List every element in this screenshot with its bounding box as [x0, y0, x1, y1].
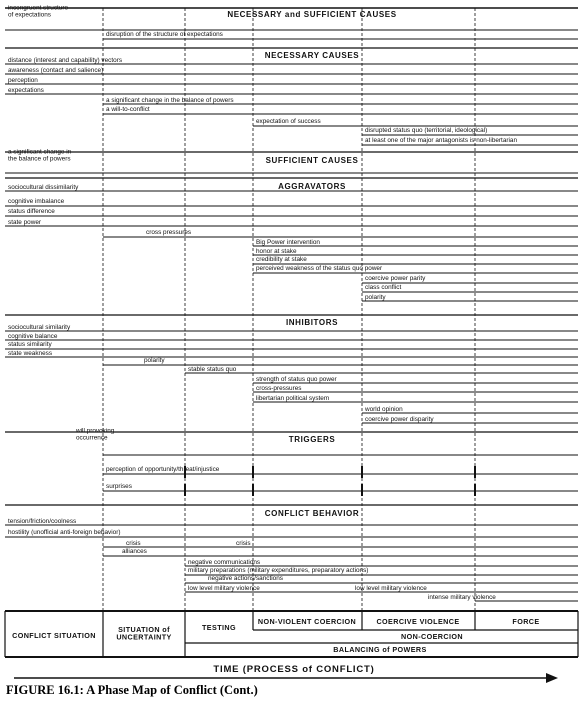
bar-label-19: credibility at stake [256, 256, 307, 263]
section-title-beh: CONFLICT BEHAVIOR [264, 509, 360, 518]
bar-label-41: crisis [236, 540, 251, 547]
time-axis-label: TIME (PROCESS of CONFLICT) [213, 664, 375, 675]
phase-conflict-situation: CONFLICT SITUATION [12, 631, 96, 640]
bar-label-40: crisis [126, 540, 141, 547]
bar-label-31: cross-pressures [256, 385, 302, 392]
bar-label-37: surprises [106, 483, 132, 490]
bar-label-39: hostility (unofficial anti-foreign behavior) [8, 529, 121, 536]
section-title-nec: NECESSARY CAUSES [264, 51, 360, 60]
bar-label-26: status similarity [8, 341, 52, 348]
bar-label-8: expectation of success [256, 118, 321, 125]
bar-label-47: low level military violence [355, 585, 427, 592]
section-title-inh: INHIBITORS [285, 318, 339, 327]
section-title-nec_suf: NECESSARY and SUFFICIENT CAUSES [227, 10, 397, 19]
phase-force: FORCE [512, 617, 540, 626]
bar-label-4: perception [8, 77, 38, 84]
phase-non-violent: NON-VIOLENT COERCION [257, 617, 357, 626]
bar-label-46: low level military violence [188, 585, 260, 592]
figure-caption: FIGURE 16.1: A Phase Map of Conflict (Cont.) [6, 683, 258, 697]
bar-label-21: coercive power parity [365, 275, 426, 282]
bar-label-11: a significant change in the balance of powers [8, 148, 72, 163]
bar-label-45: negative actions/sanctions [208, 575, 283, 582]
bar-label-29: stable status quo [188, 366, 237, 373]
bar-label-14: status difference [8, 208, 55, 215]
bar-label-36: perception of opportunity/threat/injustice [106, 466, 220, 473]
bar-label-34: coercive power disparity [365, 416, 434, 423]
bar-label-9: disrupted status quo (territorial, ideological) [365, 127, 488, 134]
bar-label-43: negative communications [188, 559, 261, 566]
bar-label-44: military preparations (military expenditures, preparatory actions) [188, 567, 369, 574]
bar-label-12: sociocultural dissimilarity [8, 184, 79, 191]
bar-label-48: intense military violence [428, 594, 496, 601]
bar-label-1: disruption of the structure of expectations [106, 31, 223, 38]
bar-label-15: state power [8, 219, 42, 226]
bar-label-30: strength of status quo power [256, 376, 337, 383]
bar-label-25: cognitive balance [8, 333, 58, 340]
phase-testing: TESTING [202, 623, 236, 632]
section-title-trig: TRIGGERS [288, 435, 336, 444]
bar-label-33: world opinion [365, 406, 403, 413]
bar-label-7: a will-to-conflict [106, 106, 150, 113]
bar-label-13: cognitive imbalance [8, 198, 65, 205]
bar-label-42: alliances [122, 548, 147, 555]
phase-balancing: BALANCING of POWERS [333, 645, 427, 654]
bar-label-3: awareness (contact and salience) [8, 67, 104, 74]
bar-label-5: expectations [8, 87, 44, 94]
bar-label-16: cross pressures [146, 229, 192, 236]
bar-label-27: state weakness [8, 350, 53, 357]
bar-label-23: polarity [365, 294, 386, 301]
section-title-suf: SUFFICIENT CAUSES [265, 156, 359, 165]
bar-label-17: Big Power intervention [256, 239, 320, 246]
time-axis-arrowhead [546, 673, 558, 683]
bar-label-32: libertarian political system [256, 395, 330, 402]
bar-label-38: tension/friction/coolness [8, 518, 77, 525]
bar-label-22: class conflict [365, 284, 402, 291]
bar-label-18: honor at stake [256, 248, 297, 255]
bar-label-28: polarity [144, 357, 165, 364]
bar-label-20: perceived weakness of the status quo power [256, 265, 383, 272]
bar-label-6: a significant change in the balance of powers [106, 97, 234, 104]
phase-non-coercion: NON-COERCION [401, 632, 463, 641]
bar-label-35: will provoking occurrence [76, 427, 115, 442]
bar-label-10: at least one of the major antagonists is non-libertarian [365, 137, 518, 144]
bar-label-24: sociocultural similarity [8, 324, 71, 331]
phase-coercive-violence: COERCIVE VIOLENCE [376, 617, 460, 626]
bar-label-2: distance (interest and capability) vectors [8, 57, 123, 64]
phase-uncertainty: SITUATION of UNCERTAINTY [116, 625, 172, 642]
bar-label-0: incongruent structure of expectations [8, 4, 69, 19]
section-title-agg: AGGRAVATORS [278, 182, 346, 191]
